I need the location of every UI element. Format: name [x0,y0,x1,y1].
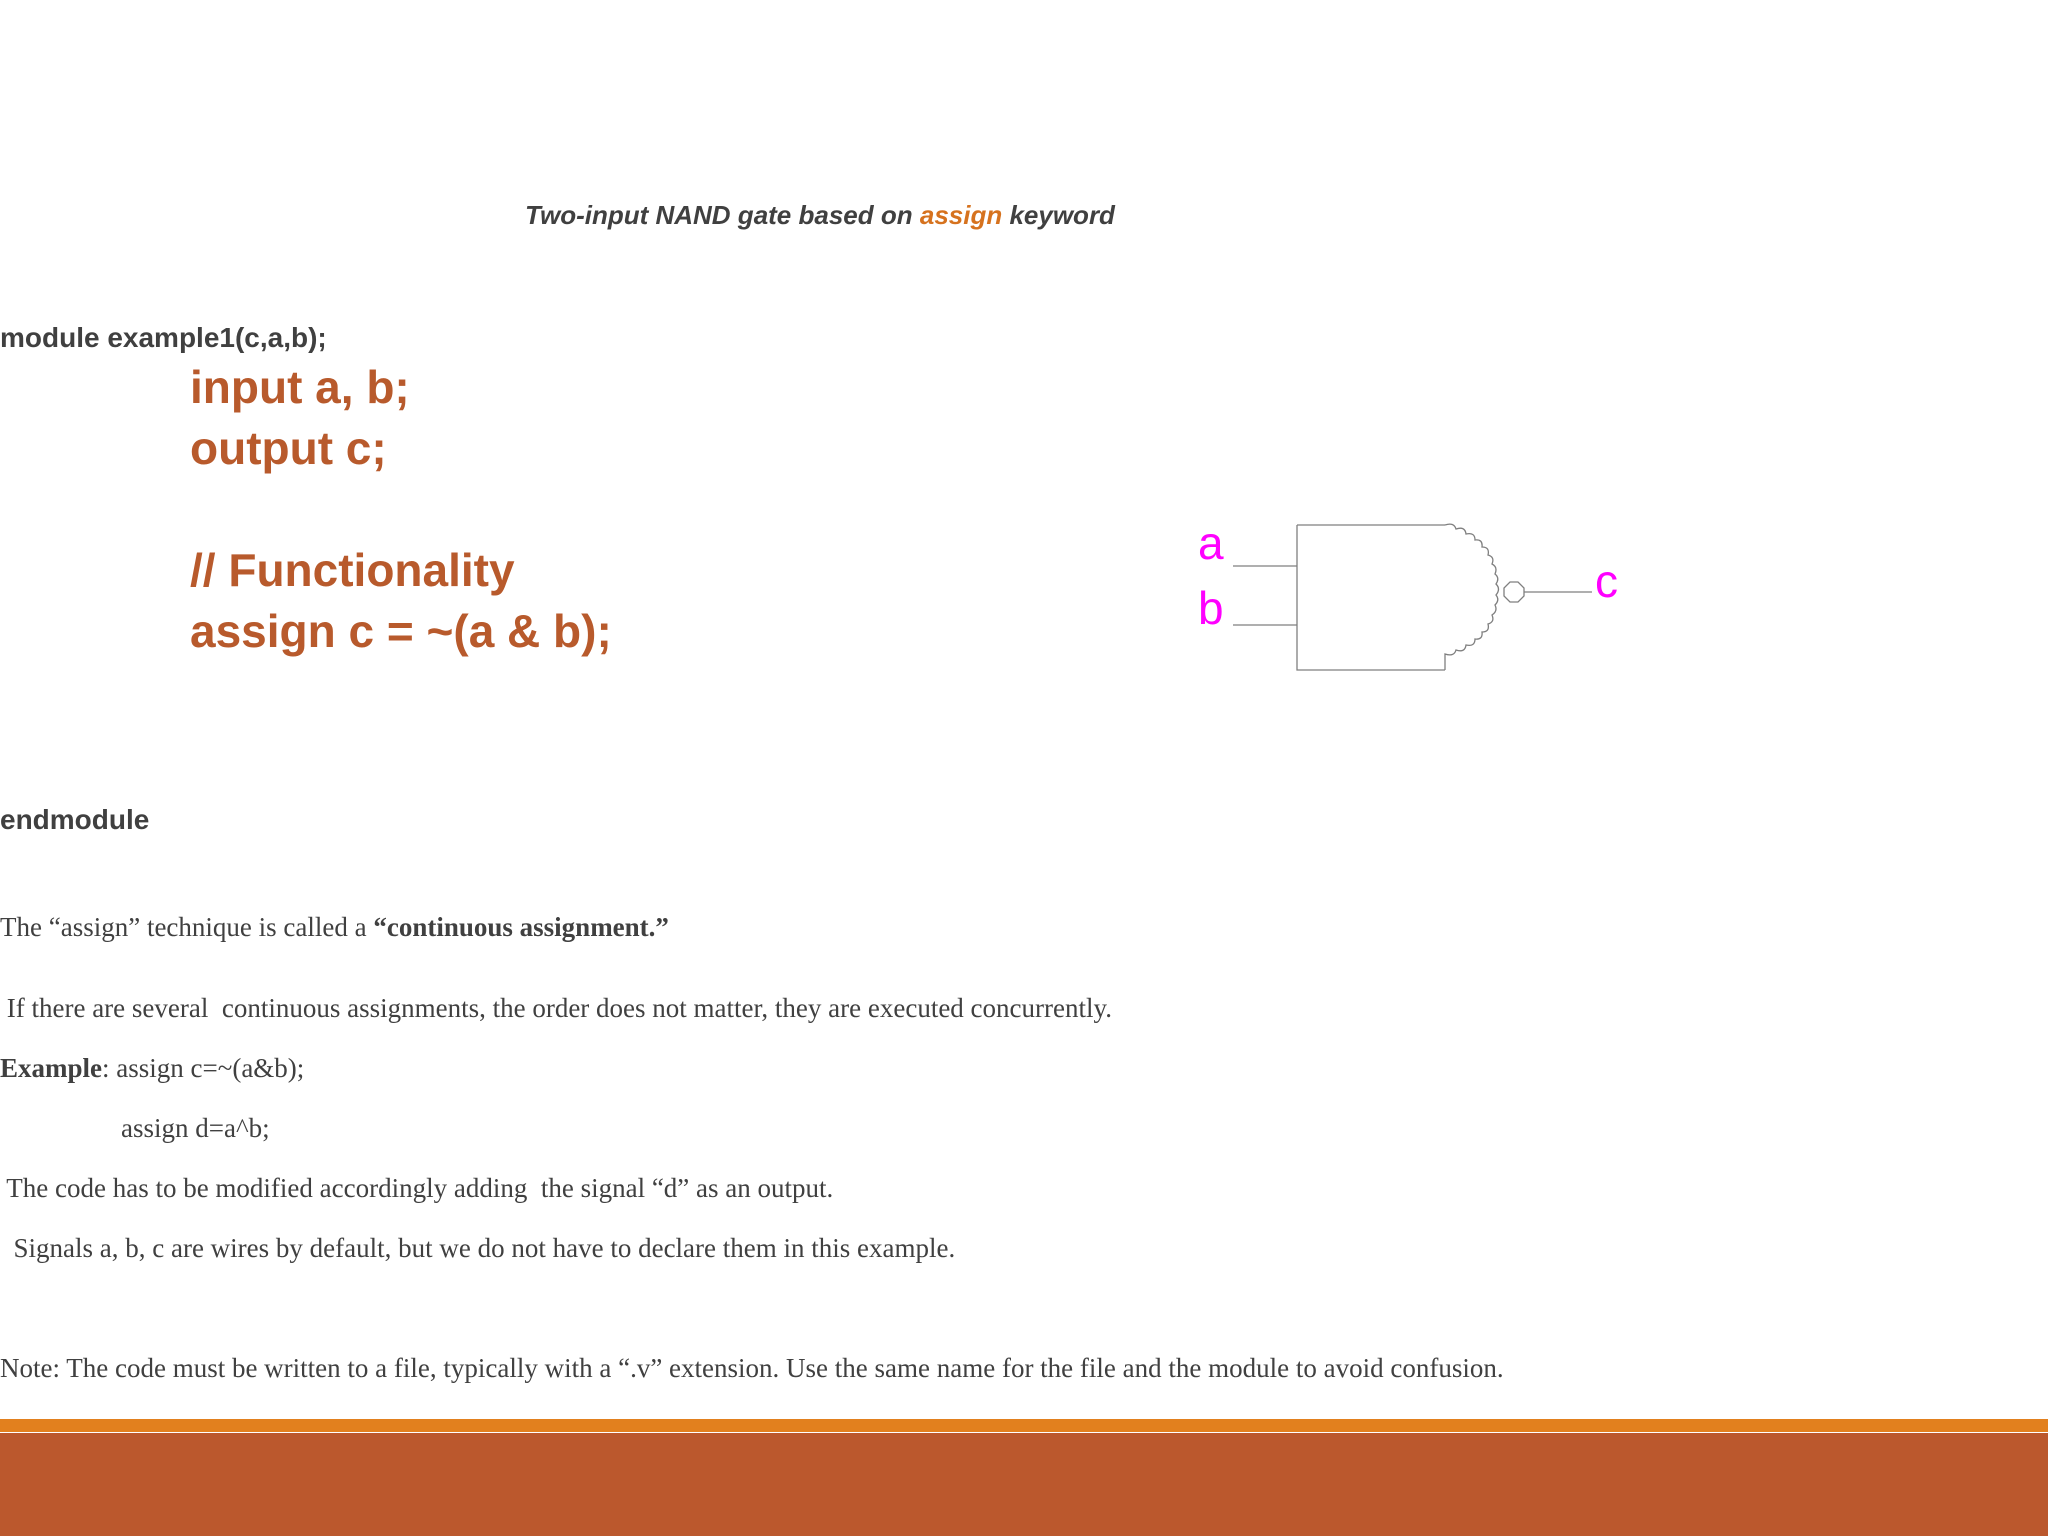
slide-title [0,200,1640,231]
input-a-label: a [1198,517,1224,569]
nand-gate-symbol [1233,524,1592,670]
concurrency-paragraph: If there are several continuous assignments, the order does not matter, they are executed concurrently. [0,993,1112,1023]
example-label: Example [0,1053,103,1083]
title-prefix: Two-input NAND gate based on [525,200,920,230]
code-comment-line: // Functionality [190,544,515,596]
continuous-prefix: The “assign” technique is called a [0,912,374,942]
nand-gate-diagram [1180,500,1620,700]
modification-paragraph: The code has to be modified accordingly adding the signal “d” as an output. [0,1173,834,1203]
inversion-bubble [1504,582,1524,602]
code-assign-line: assign c = ~(a & b); [190,605,612,657]
note-paragraph: Note: The code must be written to a file, typically with a “.v” extension. Use the same name for the file and the module to avoid confusion. [0,1353,1504,1383]
code-module-line: module example1(c,a,b); [0,322,327,353]
example-line-1 [0,1053,304,1084]
title-suffix: keyword [1002,200,1115,230]
footer-accent-stripe [0,1419,2048,1432]
example-line-2: assign d=a^b; [121,1113,270,1143]
example-code-1: : assign c=~(a&b); [102,1053,305,1083]
signals-paragraph: Signals a, b, c are wires by default, but we do not have to declare them in this example. [0,1233,956,1263]
continuous-assignment-paragraph [0,912,669,943]
code-input-line: input a, b; [190,361,410,413]
output-c-label: c [1595,555,1618,607]
code-end-line: endmodule [0,804,150,835]
code-output-line: output c; [190,422,387,474]
gate-body-curve [1445,524,1499,670]
gate-body-left [1297,525,1445,670]
input-b-label: b [1198,582,1224,634]
title-keyword: assign [919,200,1003,230]
continuous-bold: “continuous assignment.” [373,912,669,942]
footer-bar [0,1433,2048,1536]
